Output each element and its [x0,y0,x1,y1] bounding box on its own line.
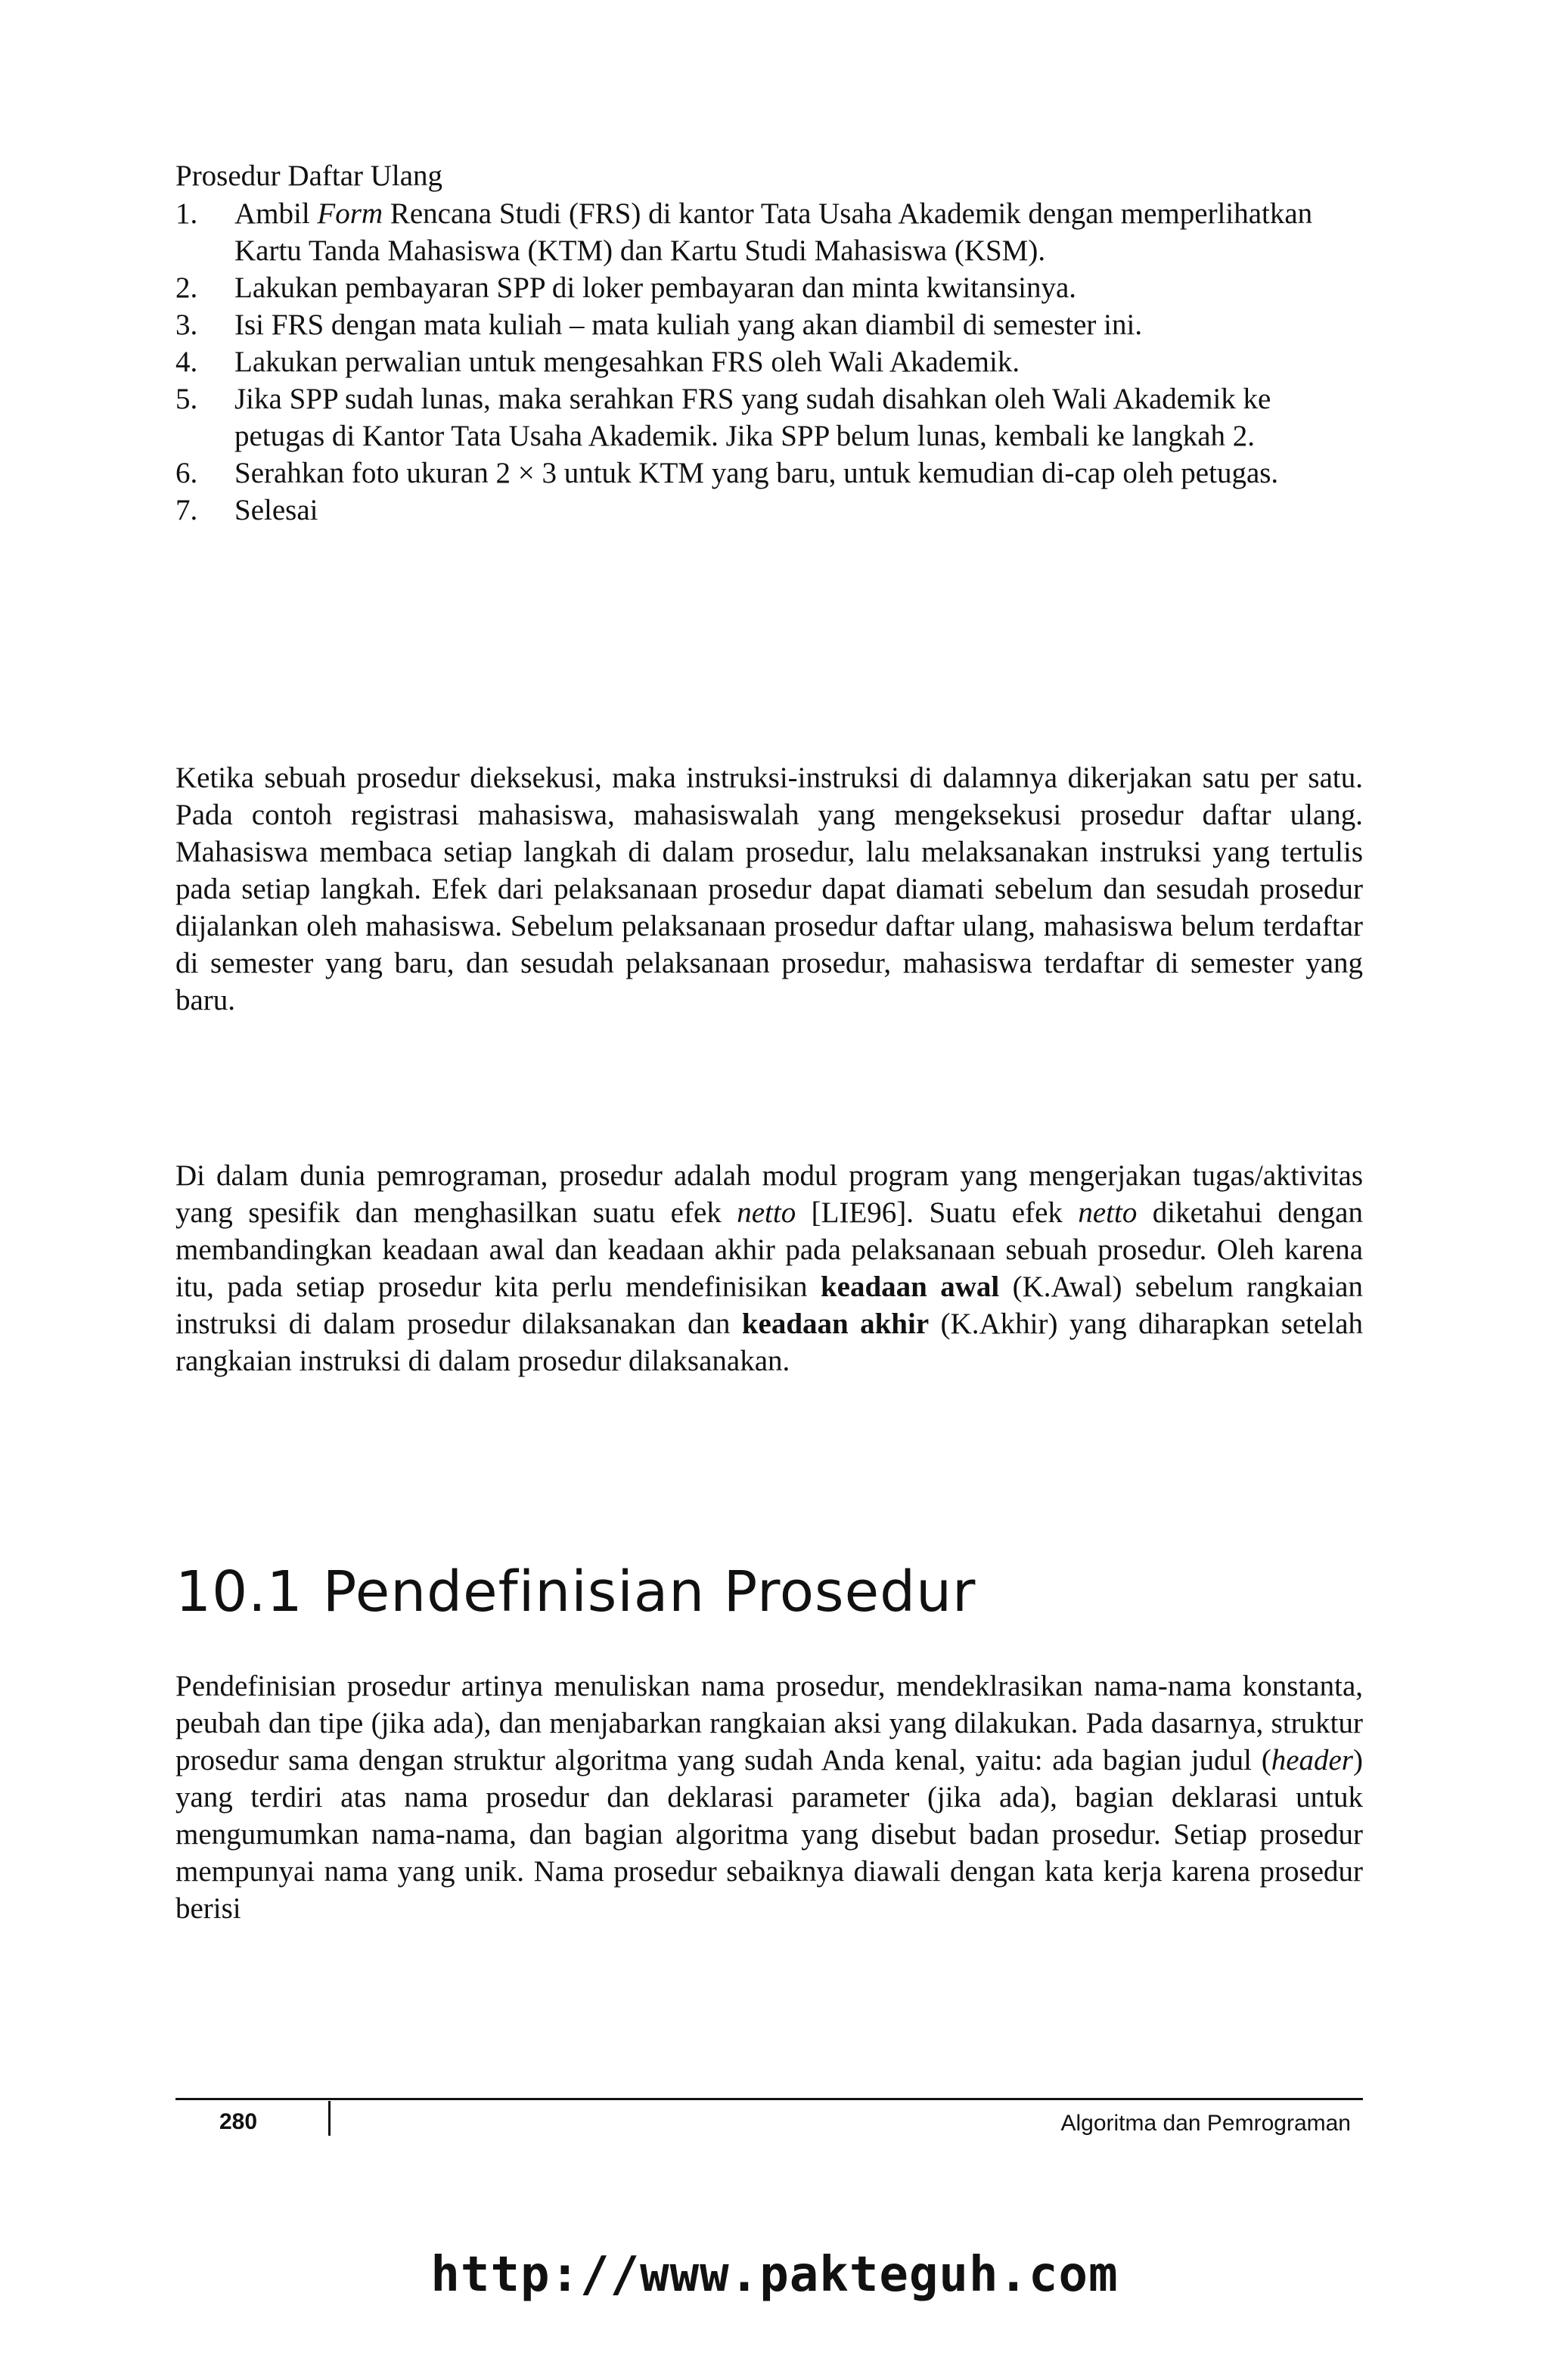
footer-separator [328,2101,331,2136]
footer-divider [175,2098,1363,2100]
step-number: 1. [175,197,198,230]
paragraph-text: Pendefinisian prosedur artinya menuliskan nama prosedur, mendeklrasikan nama-nama konstanta, peubah dan tipe (jika ada), dan menjabarkan rangkaian aksi yang dilakukan. Pada dasarnya, struktur prosedur sama dengan struktur algoritma yang sudah Anda kenal, yaitu: ada bagian judul ( [175,1670,1363,1776]
step-number: 2. [175,272,198,304]
step-text: Serahkan foto ukuran 2 × 3 untuk KTM yang baru, untuk kemudian di-cap oleh petugas. [234,457,1279,489]
list-item [175,343,1363,380]
step-text: Isi FRS dengan mata kuliah – mata kuliah yang akan diambil di semester ini. [234,309,1143,341]
paragraph-text: diketahui dengan membandingkan keadaan awal dan keadaan akhir pada pelaksanaan sebuah prosedur. Oleh karena itu, pada setiap prosedur kita perlu mendefinisikan [175,1196,1363,1303]
paragraph-text: [LIE96]. Suatu efek [796,1196,1079,1229]
step-text-part: Ambil [234,197,318,230]
step-text: Lakukan pembayaran SPP di loker pembayaran dan minta kwitansinya. [234,272,1077,304]
step-number: 3. [175,309,198,341]
list-item [175,455,1363,492]
step-number: 7. [175,494,198,526]
italic-term: netto [737,1196,796,1229]
paragraph-text: Di dalam dunia pemrograman, prosedur adalah modul program yang mengerjakan tugas/aktivitas yang spesifik dan menghasilkan suatu efek [175,1159,1363,1229]
italic-term: header [1271,1744,1353,1776]
paragraph-section-body [175,1668,1363,1927]
section-number: 10.1 [175,1559,303,1624]
step-number: 6. [175,457,198,489]
step-number: 5. [175,383,198,415]
step-text-italic: Form [317,197,383,230]
list-item [175,195,1363,269]
step-text: Selesai [234,494,318,526]
list-item [175,492,1363,529]
paragraph-text: (K.Akhir) yang diharapkan setelah rangkaian instruksi di dalam prosedur dilaksanakan. [175,1308,1364,1377]
page-number: 280 [219,2109,258,2134]
procedure-steps-list [175,195,1363,529]
paragraph-procedure-definition [175,1157,1363,1379]
watermark-url: http://www.pakteguh.com [430,2247,1119,2303]
step-text [234,195,1363,269]
procedure-subheading: Prosedur Daftar Ulang [175,160,443,192]
bold-term: keadaan akhir [741,1308,930,1340]
section-title-text: Pendefinisian Prosedur [322,1559,976,1624]
step-text-part: Rencana Studi (FRS) di kantor Tata Usaha Akademik dengan memperlihatkan Kartu Tanda Mahasiswa (KTM) dan Kartu Studi Mahasiswa (KSM). [234,197,1313,267]
footer-book-title: Algoritma dan Pemrograman [1060,2111,1351,2136]
bold-term: keadaan awal [820,1271,1000,1303]
step-number: 4. [175,346,198,378]
italic-term: netto [1078,1196,1138,1229]
step-text: Jika SPP sudah lunas, maka serahkan FRS yang sudah disahkan oleh Wali Akademik ke petugas di Kantor Tata Usaha Akademik. Jika SPP belum lunas, kembali ke langkah 2. [234,383,1271,452]
step-text: Lakukan perwalian untuk mengesahkan FRS oleh Wali Akademik. [234,346,1020,378]
list-item [175,306,1363,343]
list-item [175,380,1363,455]
paragraph-text: (K.Awal) sebelum rangkaian instruksi di dalam prosedur dilaksanakan dan [175,1271,1363,1340]
paragraph-procedure-execution: Ketika sebuah prosedur dieksekusi, maka instruksi-instruksi di dalamnya dikerjakan satu per satu. Pada contoh registrasi mahasiswa, mahasiswalah yang mengeksekusi prosedur daftar ulang. Mahasiswa membaca setiap langkah di dalam prosedur, lalu melaksanakan instruksi yang tertulis pada setiap langkah. Efek dari pelaksanaan prosedur dapat diamati sebelum dan sesudah prosedur dijalankan oleh mahasiswa. Sebelum pelaksanaan prosedur daftar ulang, mahasiswa belum terdaftar di semester yang baru, dan sesudah pelaksanaan prosedur, mahasiswa terdaftar di semester yang baru. [175,762,1363,1016]
section-heading [175,1558,976,1626]
list-item [175,269,1363,306]
paragraph-text: ) yang terdiri atas nama prosedur dan deklarasi parameter (jika ada), bagian deklarasi untuk mengumumkan nama-nama, dan bagian algoritma yang disebut badan prosedur. Setiap prosedur mempunyai nama yang unik. Nama prosedur sebaiknya diawali dengan kata kerja karena prosedur berisi [175,1744,1363,1925]
